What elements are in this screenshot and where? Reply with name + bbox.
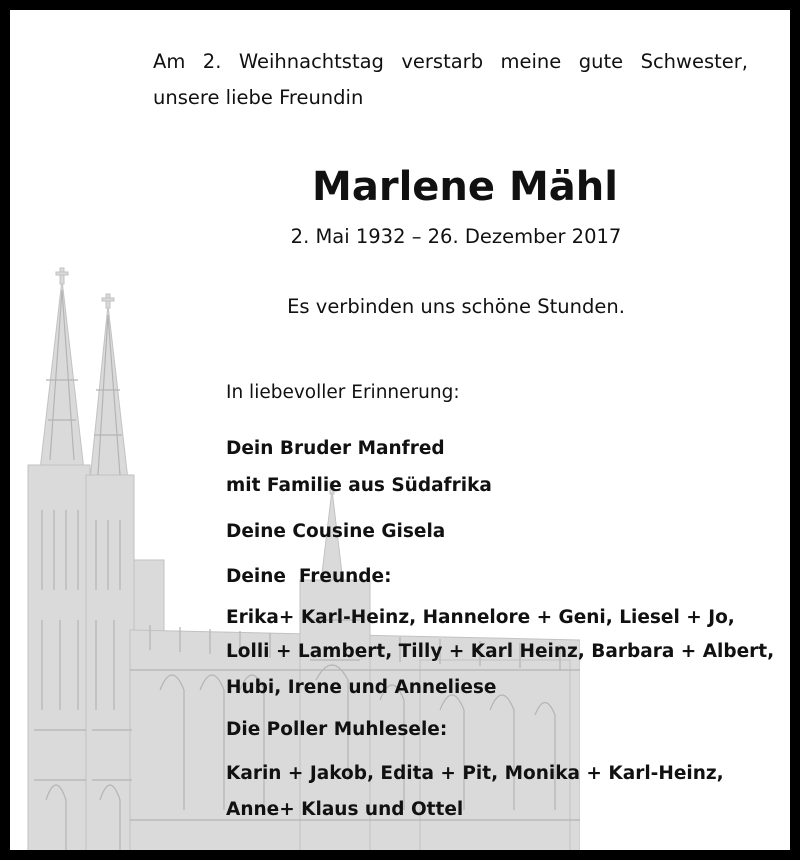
friends-line-1: Erika+ Karl-Heinz, Hannelore + Geni, Liesel + Jo, <box>226 607 735 628</box>
memorial-heading: In liebevoller Erinnerung: <box>226 382 460 403</box>
brother-line-2: mit Familie aus Südafrika <box>226 475 492 496</box>
group-line-2: Anne+ Klaus und Ottel <box>226 799 464 820</box>
intro-line-2: unsere liebe Freundin <box>153 86 364 109</box>
group-heading: Die Poller Muhlesele: <box>226 719 448 740</box>
group-line-1: Karin + Jakob, Edita + Pit, Monika + Karl-Heinz, <box>226 763 724 784</box>
friends-line-3: Hubi, Irene und Anneliese <box>226 677 497 698</box>
intro-text <box>153 44 748 116</box>
friends-line-2: Lolli + Lambert, Tilly + Karl Heinz, Barbara + Albert, <box>226 641 775 662</box>
friends-heading: Deine Freunde: <box>226 566 392 587</box>
life-dates: 2. Mai 1932 – 26. Dezember 2017 <box>290 225 622 248</box>
cousin-line: Deine Cousine Gisela <box>226 521 446 542</box>
motto: Es verbinden uns schöne Stunden. <box>287 295 625 318</box>
intro-line-1: Am 2. Weihnachtstag verstarb meine gute Schwester, <box>153 50 748 73</box>
brother-line-1: Dein Bruder Manfred <box>226 438 445 459</box>
deceased-name: Marlene Mähl <box>312 164 618 210</box>
